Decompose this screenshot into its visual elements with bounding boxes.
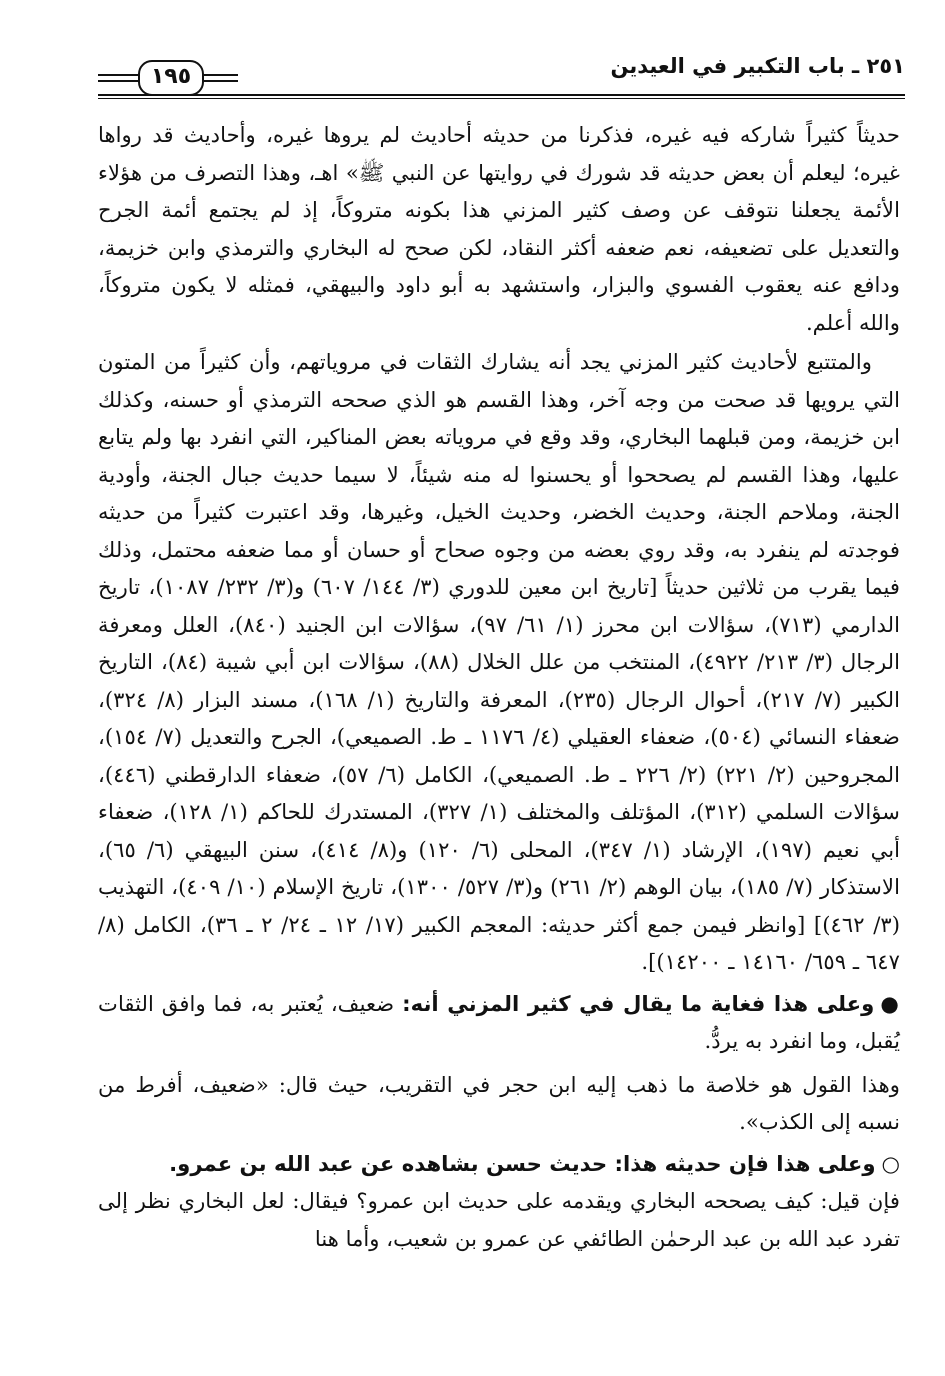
paragraph-5 bbox=[98, 1145, 900, 1183]
page-number-ornament bbox=[98, 64, 238, 92]
bullet-filled-icon: ● bbox=[880, 990, 900, 1016]
paragraph-2: والمتتبع لأحاديث كثير المزني يجد أنه يشارك الثقات في مروياتهم، وأن كثيراً من المتون التي يرويها قد صحت من وجه آخر، وهذا القسم هو الذي صححه الترمذي أو حسنه، وكذلك ابن خزيمة، ومن قبلهما البخاري، وقد وقع في مروياته بعض المناكير، التي انفرد بها ولم يتابع عليها، وهذا القسم لم يصححوا أو يحسنوا له منه شيئاً، لا سيما حديث جبال الجنة، وأودية الجنة، وملاحم الجنة، وحديث الخضر، وحديث الخيل، وغيرها، وقد اعتبرت كثيراً من حديثه فوجدته لم ينفرد به، وقد روي بعضه من وجوه صحاح أو حسان أو مما ضعفه محتمل، وذلك فيما يقرب من ثلاثين حديثاً [تاريخ ابن معين للدوري (٣/ ١٤٤/ ٦٠٧) و(٣/ ٢٣٢/ ١٠٨٧)، تاريخ الدارمي (٧١٣)، سؤالات ابن محرز (١/ ٦١/ ٩٧)، سؤالات ابن الجنيد (٨٤٠)، العلل ومعرفة الرجال (٣/ ٢١٣/ ٤٩٢٢)، المنتخب من علل الخلال (٨٨)، سؤالات ابن أبي شيبة (٨٤)، التاريخ الكبير (٧/ ٢١٧)، أحوال الرجال (٢٣٥)، المعرفة والتاريخ (١/ ١٦٨)، مسند البزار (٨/ ٣٢٤)، ضعفاء النسائي (٥٠٤)، ضعفاء العقيلي (٤/ ١١٧٦ ـ ط. الصميعي)، الجرح والتعديل (٧/ ١٥٤)، المجروحين (٢/ ٢٢١) (٢/ ٢٢٦ ـ ط. الصميعي)، الكامل (٦/ ٥٧)، ضعفاء الدارقطني (٤٤٦)، سؤالات السلمي (٣١٢)، المؤتلف والمختلف (١/ ٣٢٧)، المستدرك للحاكم (١/ ١٢٨)، ضعفاء أبي نعيم (١٩٧)، الإرشاد (١/ ٣٤٧)، المحلى (٦/ ١٢٠) و(٨/ ٤١٤)، سنن البيهقي (٦/ ٦٥)، الاستذكار (٧/ ١٨٥)، بيان الوهم (٢/ ٢٦١) و(٣/ ٥٢٧/ ١٣٠٠)، تاريخ الإسلام (١٠/ ٤٠٩)، التهذيب (٣/ ٤٦٢)] [وانظر فيمن جمع أكثر حديثه: المعجم الكبير (١٧/ ١٢ ـ ٢٤/ ٢ ـ ٣٦)، الكامل (٨/ ٦٤٧ ـ ٦٥٩/ ١٤١٦٠ ـ ١٤٢٠٠)]. bbox=[98, 349, 901, 974]
paragraph-5-lead: وعلى هذا فإن حديثه هذا: حديث حسن بشاهده عن عبد الله بن عمرو. bbox=[169, 1150, 876, 1176]
page-number: ١٩٥ bbox=[138, 60, 204, 96]
bullet-hollow-icon: ○ bbox=[881, 1150, 900, 1176]
header-rule bbox=[98, 94, 905, 99]
paragraph-4: وهذا القول هو خلاصة ما ذهب إليه ابن حجر في التقريب، حيث قال: «ضعيف، أفرط من نسبه إلى الكذب». bbox=[98, 1071, 900, 1134]
paragraph-3 bbox=[98, 985, 900, 1060]
main-text bbox=[98, 116, 900, 1257]
paragraph-3-text: ضعيف، يُعتبر به، فما وافق الثقات يُقبل، وما انفرد به يردُّ. bbox=[98, 990, 900, 1053]
paragraph-1: حديثاً كثيراً شاركه فيه غيره، فذكرنا من حديثه أحاديث لم يروها غيره، وأحاديث قد رواها غيره؛ ليعلم أن بعض حديثه قد شورك في روايتها عن النبي ﷺ» اهـ، وهذا التصرف من هؤلاء الأئمة يجعلنا نتوقف عن وصف كثير المزني هذا بكونه متروكاً، إذ لم يجتمع أئمة الجرح والتعديل على تضعيفه، نعم ضعفه أكثر النقاد، لكن صحح له البخاري والترمذي وابن خزيمة، ودافع عنه يعقوب الفسوي والبزار، واستشهد به أبو داود والبيهقي، فمثله لا يكون متروكاً، والله أعلم. bbox=[98, 122, 900, 335]
paragraph-6: فإن قيل: كيف يصححه البخاري ويقدمه على حديث ابن عمرو؟ فيقال: لعل البخاري نظر إلى تفرد عبد الله بن عبد الرحمٰن الطائفي عن عمرو بن شعيب، وأما هنا bbox=[98, 1188, 900, 1251]
chapter-title: ٢٥١ ـ باب التكبير في العيدين bbox=[610, 54, 905, 78]
paragraph-3-lead: وعلى هذا فغاية ما يقال في كثير المزني أنه: bbox=[402, 990, 875, 1016]
